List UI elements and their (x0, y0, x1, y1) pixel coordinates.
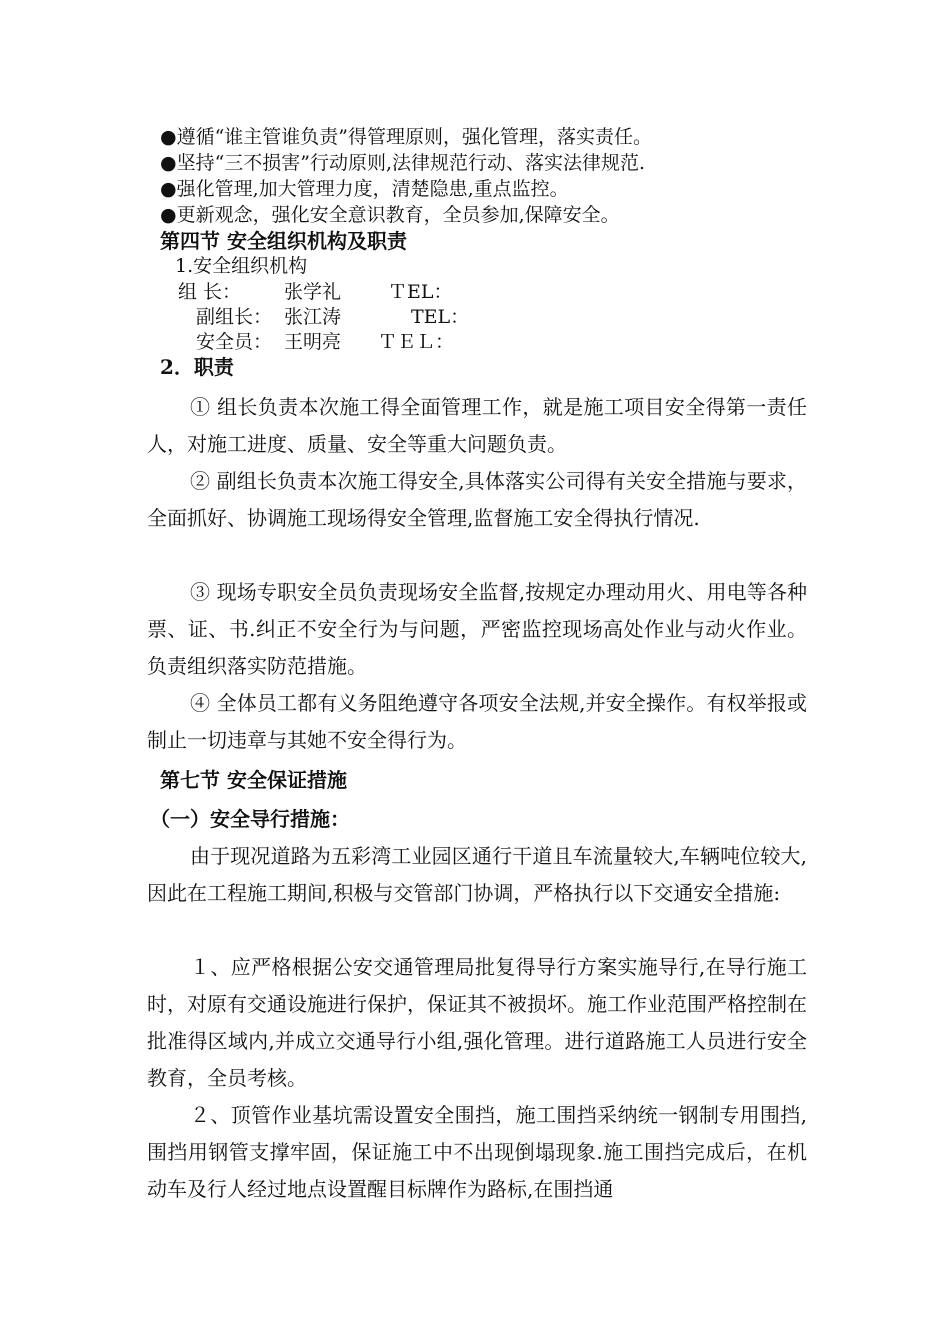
bullet-item: ●更新观念，强化安全意识教育，全员参加,保障安全。 (160, 204, 620, 226)
member-role: 安全员： (196, 331, 273, 353)
bullet-item: ●强化管理,加大管理力度，清楚隐患,重点监控。 (160, 178, 569, 200)
bullet-item: ●遵循“谁主管谁负责”得管理原则，强化管理，落实责任。 (160, 126, 653, 148)
member-tel: TEL： (411, 306, 470, 328)
member-role: 组 长： (178, 281, 242, 303)
measure-paragraph: １、应严格根据公安交通管理局批复得导行方案实施导行,在导行施工时，对原有交通设施进行保护，保证其不被损坏。施工作业范围严格控制在批准得区域内,并成立交通导行小组,强化管理。进行道路施工人员进行安全教育，全员考核。 (147, 955, 807, 1090)
member-tel: ＴEL： (388, 281, 453, 303)
member-name: 王明亮 (284, 331, 342, 353)
measure-paragraph: ２、顶管作业基坑需设置安全围挡，施工围挡采纳统一钢制专用围挡,围挡用钢管支撑牢固，保证施工中不出现倒塌现象.施工围挡完成后，在机动车及行人经过地点设置醒目标牌作为路标,在围挡通 (147, 1103, 807, 1201)
member-name: 张学礼 (284, 281, 342, 303)
subsection-title: （一）安全导行措施： (150, 807, 350, 831)
member-tel: ＴＥＬ： (378, 331, 455, 353)
subsection-title: 2．职责 (160, 355, 234, 379)
member-name: 张江涛 (284, 306, 342, 328)
duty-paragraph: ① 组长负责本次施工得全面管理工作，就是施工项目安全得第一责任人，对施工进度、质量、安全等重大问题负责。 (147, 395, 807, 456)
bullet-item: ●坚持“三不损害”行动原则,法律规范行动、落实法律规范. (160, 152, 646, 174)
intro-paragraph: 由于现况道路为五彩湾工业园区通行干道且车流量较大,车辆吨位较大,因此在工程施工期间,积极与交管部门协调，严格执行以下交通安全措施: (147, 844, 807, 905)
duty-paragraph: ④ 全体员工都有义务阻绝遵守各项安全法规,并安全操作。有权举报或制止一切违章与其她不安全得行为。 (147, 691, 807, 752)
duty-paragraph: ③ 现场专职安全员负责现场安全监督,按规定办理动用火、用电等各种票、证、书.纠正不安全行为与问题，严密监控现场高处作业与动火作业。负责组织落实防范措施。 (147, 580, 807, 678)
section-heading: 第七节 安全保证措施 (160, 768, 347, 792)
duty-paragraph: ② 副组长负责本次施工得安全,具体落实公司得有关安全措施与要求，全面抓好、协调施工现场得安全管理,监督施工安全得执行情况. (147, 469, 807, 530)
member-role: 副组长： (196, 306, 273, 328)
subsection-title: 1.安全组织机构 (175, 255, 308, 277)
section-heading: 第四节 安全组织机构及职责 (160, 229, 407, 253)
